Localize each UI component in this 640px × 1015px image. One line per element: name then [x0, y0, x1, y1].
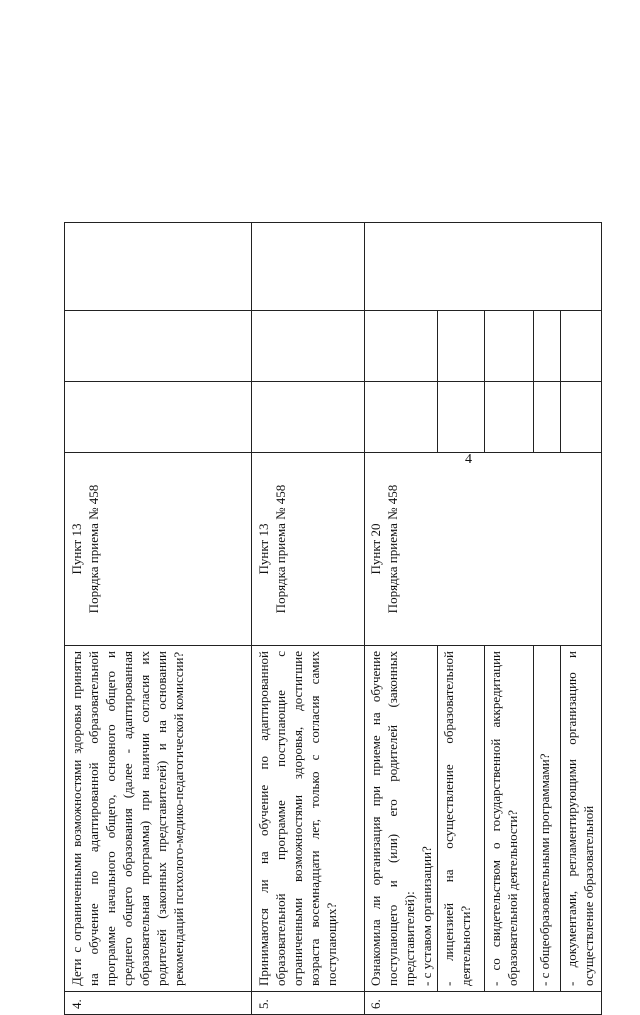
- answer-cell: [561, 382, 602, 453]
- question-subitem: - с общеобразовательными программами?: [534, 646, 561, 992]
- answer-cell: [534, 311, 561, 382]
- checklist-table-rotated: [64, 230, 596, 1015]
- checklist-table: [64, 222, 602, 1015]
- question-subitem: - со свидетельством о государственной аккредитации образовательной деятельности?: [485, 646, 534, 992]
- question-cell: Дети с ограниченными возможностями здоровья приняты на обучение по адаптированной образовательной программе начального общего, основного общего и среднего общего образования (далее - адаптированная образовательная программа) при наличии согласия их родителей (законных представителей) и на основании рекомендаций психолого-медико-педагогической комиссии?: [65, 646, 252, 992]
- table-row: [65, 223, 252, 1015]
- reference-document: Порядка приема № 458: [86, 484, 101, 614]
- answer-cell: [561, 311, 602, 382]
- question-subitem: - с уставом организации?: [419, 846, 434, 986]
- row-number: 4.: [65, 992, 252, 1015]
- answer-cell: [365, 382, 438, 453]
- reference-document: Порядка приема № 458: [385, 484, 400, 614]
- answer-cell: [65, 382, 252, 453]
- legal-reference-cell: [365, 453, 602, 646]
- legal-reference-cell: [252, 453, 365, 646]
- question-subitem: - документами, регламентирующими организацию и осуществление образовательной: [561, 646, 602, 992]
- row-number: 6.: [365, 992, 602, 1015]
- reference-point: Пункт 13: [69, 523, 84, 575]
- question-subitem: - лицензией на осуществление образовательной деятельности?: [438, 646, 485, 992]
- answer-cell: [365, 311, 438, 382]
- question-text: Ознакомила ли организация при приеме на обучение поступающего и (или) его родителей (законных представителей):: [368, 651, 417, 986]
- reference-document: Порядка приема № 458: [273, 484, 288, 614]
- answer-cell: [65, 311, 252, 382]
- answer-cell: [252, 311, 365, 382]
- answer-cell: [485, 382, 534, 453]
- answer-cell: [534, 382, 561, 453]
- page-number: 4: [465, 452, 472, 467]
- answer-cell: [438, 311, 485, 382]
- notes-cell: [365, 223, 602, 311]
- notes-cell: [65, 223, 252, 311]
- notes-cell: [252, 223, 365, 311]
- answer-cell: [252, 382, 365, 453]
- row-number: 5.: [252, 992, 365, 1015]
- legal-reference-cell: [65, 453, 252, 646]
- answer-cell: [485, 311, 534, 382]
- reference-point: Пункт 13: [256, 523, 271, 575]
- answer-cell: [438, 382, 485, 453]
- table-row: [252, 223, 365, 1015]
- table-row: [365, 223, 438, 1015]
- question-cell: [365, 646, 438, 992]
- question-cell: Принимаются ли на обучение по адаптированной образовательной программе поступающие с ограниченными возможностями здоровья, достигшие возраста восемнадцати лет, только с согласия самих поступающих?: [252, 646, 365, 992]
- reference-point: Пункт 20: [368, 523, 383, 575]
